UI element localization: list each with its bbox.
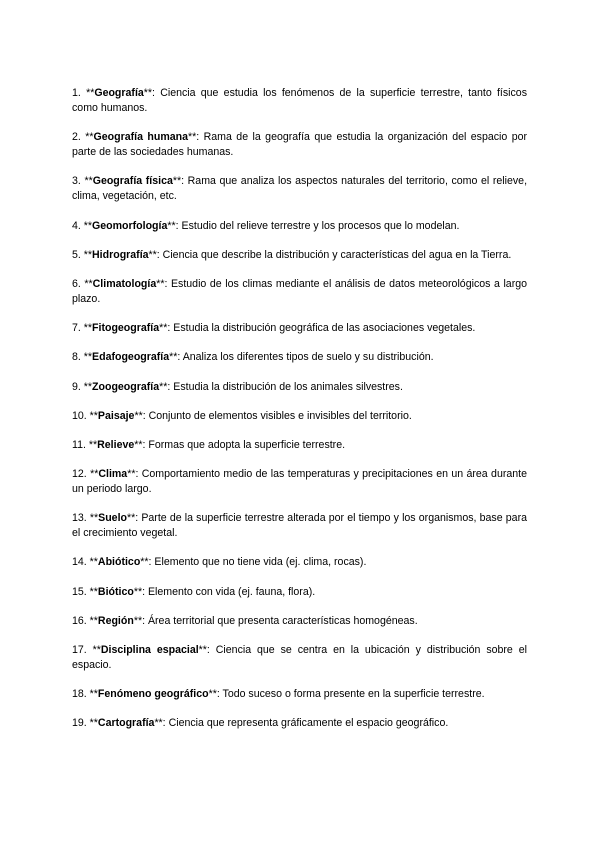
entry-number: 8. **	[72, 351, 93, 364]
entry-number: 4. **	[72, 219, 93, 232]
entry-term: Relieve	[97, 438, 135, 451]
glossary-entry	[72, 321, 527, 336]
entry-term: Cartografía	[97, 717, 155, 730]
entry-term: Hidrografía	[92, 248, 149, 261]
entry-term: Suelo	[98, 512, 127, 525]
glossary-entry	[72, 716, 527, 731]
entry-term: Abiótico	[97, 556, 141, 569]
glossary-entry	[72, 86, 527, 116]
glossary-entry	[72, 555, 527, 570]
entry-definition: **: Comportamiento medio de las temperaturas y precipitaciones en un área durante un periodo largo.	[72, 468, 527, 496]
entry-term: Geomorfología	[92, 219, 168, 232]
entry-definition: **: Todo suceso o forma presente en la superficie terrestre.	[208, 688, 485, 701]
glossary-entry	[72, 438, 527, 453]
entry-term: Biótico	[97, 585, 134, 598]
entry-definition: **: Estudia la distribución geográfica de las asociaciones vegetales.	[159, 322, 476, 335]
entry-number: 17. **	[72, 644, 101, 656]
glossary-entry	[72, 687, 527, 702]
entry-definition: **: Rama de la geografía que estudia la organización del espacio por parte de las sociedades humanas.	[72, 131, 528, 159]
entry-number: 1. **	[72, 87, 95, 99]
entry-definition: **: Elemento con vida (ej. fauna, flora).	[133, 585, 316, 598]
entry-definition: **: Ciencia que representa gráficamente el espacio geográfico.	[154, 717, 449, 730]
glossary-entry	[72, 614, 527, 629]
entry-number: 19. **	[72, 717, 98, 730]
entry-number: 18. **	[72, 688, 98, 701]
entry-number: 7. **	[72, 322, 93, 335]
entry-number: 2. **	[72, 131, 94, 144]
entry-number: 6. **	[72, 277, 93, 290]
entry-definition: **: Estudio del relieve terrestre y los procesos que lo modelan.	[167, 219, 460, 232]
entry-number: 12. **	[72, 468, 99, 481]
entry-number: 14. **	[72, 556, 98, 569]
entry-number: 16. **	[72, 614, 98, 627]
glossary-entry	[72, 380, 527, 395]
entry-definition: **: Analiza los diferentes tipos de suelo y su distribución.	[169, 351, 434, 364]
glossary-entry	[72, 219, 527, 234]
entry-term: Clima	[98, 468, 128, 481]
entry-term: Zoogeografía	[92, 380, 160, 393]
entry-term: Región	[97, 614, 134, 627]
glossary-entry	[72, 248, 527, 263]
entry-number: 3. **	[72, 175, 93, 188]
entry-definition: **: Parte de la superficie terrestre alterada por el tiempo y los organismos, base para el crecimiento vegetal.	[72, 512, 527, 540]
glossary-entry	[72, 643, 527, 673]
glossary-entry	[72, 511, 527, 541]
entry-number: 13. **	[72, 512, 99, 525]
entry-number: 9. **	[72, 380, 93, 393]
entry-term: Geografía humana	[93, 131, 189, 144]
entry-number: 15. **	[72, 585, 98, 598]
entry-number: 11. **	[72, 438, 98, 451]
glossary-entry	[72, 467, 527, 497]
entry-term: Climatología	[92, 277, 157, 290]
entry-term: Geografía física	[92, 175, 173, 188]
glossary-list	[72, 86, 527, 746]
entry-term: Paisaje	[97, 409, 135, 422]
entry-term: Disciplina espacial	[100, 644, 199, 656]
entry-term: Edafogeografía	[92, 351, 170, 364]
glossary-entry	[72, 409, 527, 424]
glossary-entry	[72, 350, 527, 365]
entry-definition: **: Formas que adopta la superficie terrestre.	[134, 438, 346, 451]
entry-term: Geografía	[94, 87, 144, 99]
glossary-entry	[72, 174, 527, 204]
entry-definition: **: Rama que analiza los aspectos naturales del territorio, como el relieve, clima, vegetación, etc.	[72, 175, 528, 203]
entry-definition: **: Estudia la distribución de los animales silvestres.	[159, 380, 403, 393]
entry-number: 5. **	[72, 248, 93, 261]
entry-term: Fenómeno geográfico	[97, 688, 209, 701]
entry-definition: **: Ciencia que estudia los fenómenos de la superficie terrestre, tanto físicos como humanos.	[72, 87, 528, 114]
glossary-entry	[72, 130, 527, 160]
entry-definition: **: Conjunto de elementos visibles e invisibles del territorio.	[134, 409, 412, 422]
entry-definition: **: Ciencia que se centra en la ubicación y distribución sobre el espacio.	[72, 644, 527, 671]
entry-definition: **: Área territorial que presenta características homogéneas.	[133, 614, 418, 627]
glossary-entry	[72, 585, 527, 600]
entry-number: 10. **	[72, 409, 98, 422]
entry-definition: **: Estudio de los climas mediante el análisis de datos meteorológicos a largo plazo.	[72, 277, 528, 305]
entry-definition: **: Elemento que no tiene vida (ej. clima, rocas).	[140, 556, 367, 569]
entry-term: Fitogeografía	[92, 322, 160, 335]
glossary-entry	[72, 277, 527, 307]
entry-definition: **: Ciencia que describe la distribución y características del agua en la Tierra.	[148, 248, 512, 261]
